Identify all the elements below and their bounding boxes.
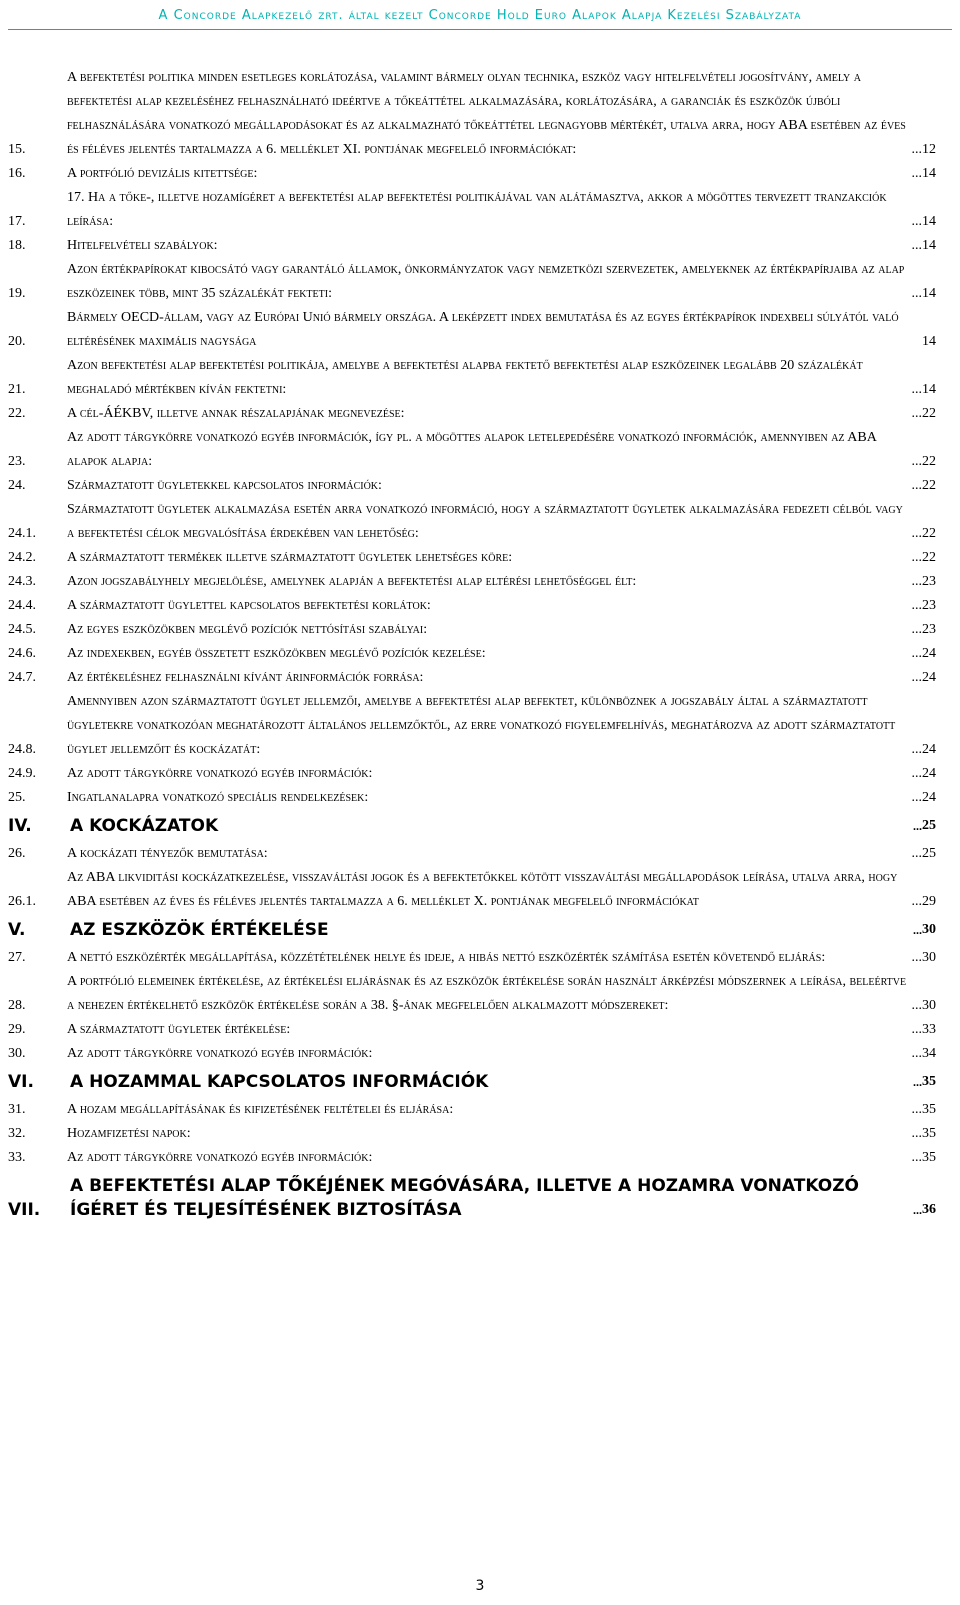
toc-chapter[interactable] (8, 1174, 936, 1222)
toc-number: 24.7. (8, 670, 36, 685)
toc-title: Az adott tárgykörre vonatkozó egyéb információk: (67, 1046, 373, 1061)
toc-leader-dots: ... (913, 923, 922, 937)
toc-entry[interactable] (8, 402, 936, 426)
toc-number: 22. (8, 406, 26, 421)
toc-page-number: 14 (922, 214, 936, 229)
toc-entry[interactable] (8, 666, 936, 690)
toc-page-number: 14 (922, 166, 936, 181)
toc-leader-dots: ... (911, 214, 922, 229)
toc-leader-dots: ... (911, 574, 922, 589)
toc-number: 21. (8, 382, 26, 397)
toc-leader-dots: ... (911, 382, 922, 397)
toc-leader-dots: ... (911, 790, 922, 805)
toc-leader-dots: ... (911, 454, 922, 469)
toc-entry[interactable] (8, 1122, 936, 1146)
toc-leader-dots: ... (911, 286, 922, 301)
toc-number: 20. (8, 334, 26, 349)
toc-entry[interactable] (8, 426, 936, 474)
toc-number: 26.1. (8, 894, 36, 909)
toc-leader-dots: ... (911, 406, 922, 421)
toc-page-number: 30 (922, 922, 936, 937)
toc-page-number: 25 (922, 846, 936, 861)
toc-page-number: 24 (922, 766, 936, 781)
toc-entry[interactable] (8, 594, 936, 618)
toc-number: 24.2. (8, 550, 36, 565)
toc-page-number: 23 (922, 622, 936, 637)
toc-entry[interactable] (8, 258, 936, 306)
toc-entry[interactable] (8, 1146, 936, 1170)
toc-page-number: 22 (922, 406, 936, 421)
toc-page-number: 35 (922, 1074, 936, 1089)
toc-leader-dots: ... (911, 1102, 922, 1117)
toc-chapter[interactable] (8, 918, 936, 942)
toc-page-number: 35 (922, 1126, 936, 1141)
toc-title: Azon jogszabályhely megjelölése, amelynek alapján a befektetési alap eltérési lehetőséggel élt: (67, 574, 637, 589)
toc-entry[interactable] (8, 1042, 936, 1066)
toc-title: A nettó eszközérték megállapítása, közzétételének helye és ideje, a hibás nettó eszközérték számítása esetén követendő eljárás: (67, 950, 826, 965)
toc-entry[interactable] (8, 970, 936, 1018)
toc-page-number: 23 (922, 574, 936, 589)
toc-entry[interactable] (8, 570, 936, 594)
toc-number: 16. (8, 166, 26, 181)
toc-page-number: 25 (922, 818, 936, 833)
toc-title: Az értékeléshez felhasználni kívánt árinformációk forrása: (67, 670, 424, 685)
toc-leader-dots: ... (911, 478, 922, 493)
toc-title: A kockázati tényezők bemutatása: (67, 846, 268, 861)
toc-entry[interactable] (8, 474, 936, 498)
toc-leader-dots: ... (911, 1150, 922, 1165)
toc-title: Hitelfelvételi szabályok: (67, 238, 218, 253)
toc-number: 28. (8, 998, 26, 1013)
toc-title: Amennyiben azon származtatott ügylet jellemzői, amelybe a befektetési alap befektet, különböznek a jogszabály által a származtatott ügyletekre vonatkozóan meghatározott általános jellemzőktől, az erre vonatkozó figyelemfelhívás, meghatározva az adott származtatott ügylet jellemzőit és kockázatát: (67, 694, 896, 757)
toc-entry[interactable] (8, 354, 936, 402)
toc-title: Bármely OECD-állam, vagy az Európai Unió bármely országa. A leképzett index bemutatása és az egyes értékpapírok indexbeli súlyától való eltérésének maximális nagysága (67, 310, 899, 349)
toc-number: V. (8, 920, 26, 940)
toc-entry[interactable] (8, 618, 936, 642)
toc-number: 24.9. (8, 766, 36, 781)
toc-leader-dots: ... (911, 998, 922, 1013)
toc-leader-dots: ... (913, 1075, 922, 1089)
toc-title: Az egyes eszközökben meglévő pozíciók nettósítási szabályai: (67, 622, 428, 637)
toc-title: 17. Ha a tőke-, illetve hozamígéret a befektetési alap befektetési politikájával van alátámasztva, akkor a mögöttes tervezett tranzakciók leírása: (67, 190, 887, 229)
toc-entry[interactable] (8, 866, 936, 914)
toc-title: A KOCKÁZATOK (70, 816, 219, 836)
toc-leader-dots: ... (911, 846, 922, 861)
toc-title: AZ ESZKÖZÖK ÉRTÉKELÉSE (70, 920, 329, 940)
toc-page-number: 34 (922, 1046, 936, 1061)
toc-title: Ingatlanalapra vonatkozó speciális rendelkezések: (67, 790, 369, 805)
toc-title: Azon értékpapírokat kibocsátó vagy garantáló államok, önkormányzatok vagy nemzetközi szervezetek, amelyeknek az értékpapírjaiba az alap eszközeinek több, mint 35 százalékát fekteti: (67, 262, 905, 301)
toc-title: Azon befektetési alap befektetési politikája, amelybe a befektetési alapba fektető befektetési alap eszközeinek legalább 20 százalékát meghaladó mértékben kíván fektetni: (67, 358, 863, 397)
toc-leader-dots: ... (911, 894, 922, 909)
toc-leader-dots: ... (911, 1022, 922, 1037)
toc-leader-dots: ... (913, 819, 922, 833)
header-rule (8, 29, 952, 30)
toc-number: 33. (8, 1150, 26, 1165)
toc-title: Hozamfizetési napok: (67, 1126, 191, 1141)
toc-page-number: 35 (922, 1150, 936, 1165)
toc-entry[interactable] (8, 1098, 936, 1122)
toc-chapter[interactable] (8, 814, 936, 838)
toc-leader-dots: ... (911, 766, 922, 781)
toc-number: 24.5. (8, 622, 36, 637)
toc-leader-dots: ... (911, 142, 922, 157)
toc-page-number: 23 (922, 598, 936, 613)
toc-entry[interactable] (8, 186, 936, 234)
toc-title: A portfólió devizális kitettsége: (67, 166, 258, 181)
toc-page-number: 24 (922, 670, 936, 685)
toc-entry[interactable] (8, 642, 936, 666)
toc-leader-dots: ... (911, 598, 922, 613)
toc-number: 17. (8, 214, 26, 229)
toc-title: A cél-ÁÉKBV, illetve annak részalapjának megnevezése: (67, 406, 405, 421)
toc-title: A portfólió elemeinek értékelése, az értékelési eljárásnak és az eszközök értékelése során használt árképzési módszernek a leírása, beleértve a nehezen értékelhető eszközök értékelése során a 38. §-ának megfelelően alkalmazott módszereket: (67, 974, 907, 1013)
toc-title: Az ABA likviditási kockázatkezelése, visszaváltási jogok és a befektetőkkel kötött visszaváltási megállapodások leírása, utalva arra, hogy ABA esetében az éves és féléves jelentés tartalmazza a 6. melléklet X. pontjának megfelelő információkat (67, 870, 898, 909)
toc-leader-dots: ... (911, 950, 922, 965)
toc-title: Az adott tárgykörre vonatkozó egyéb információk: (67, 766, 373, 781)
toc-leader-dots: ... (911, 550, 922, 565)
toc-entry[interactable] (8, 498, 936, 546)
toc-entry[interactable] (8, 1018, 936, 1042)
toc-title: Az indexekben, egyéb összetett eszközökben meglévő pozíciók kezelése: (67, 646, 486, 661)
toc-number: 19. (8, 286, 26, 301)
toc-entry[interactable] (8, 690, 936, 762)
toc-title: Az adott tárgykörre vonatkozó egyéb információk: (67, 1150, 373, 1165)
toc-title: Származtatott ügyletekkel kapcsolatos információk: (67, 478, 382, 493)
toc-page-number: 36 (922, 1202, 936, 1217)
toc-number: 30. (8, 1046, 26, 1061)
toc-number: VII. (8, 1200, 41, 1220)
toc-number: VI. (8, 1072, 34, 1092)
toc-page-number: 24 (922, 646, 936, 661)
toc-number: 24.6. (8, 646, 36, 661)
toc-number: 31. (8, 1102, 26, 1117)
toc-page-number: 14 (922, 286, 936, 301)
toc-number: 24. (8, 478, 26, 493)
toc-leader-dots: ... (911, 1126, 922, 1141)
toc-page-number: 24 (922, 790, 936, 805)
toc-page-number: 14 (922, 238, 936, 253)
toc-number: 24.3. (8, 574, 36, 589)
toc-leader-dots: ... (911, 1046, 922, 1061)
toc-page-number: 22 (922, 478, 936, 493)
running-header: A Concorde Alapkezelő zrt. által kezelt Concorde Hold Euro Alapok Alapja Kezelési Szabályzata (158, 8, 802, 23)
toc-number: 32. (8, 1126, 26, 1141)
toc-title: Származtatott ügyletek alkalmazása esetén arra vonatkozó információ, hogy a származtatott ügyletek alkalmazására fedezeti célból vagy a befektetési célok megvalósítása érdekében van lehetőség: (67, 502, 903, 541)
toc-entry[interactable] (8, 786, 936, 810)
toc-entry[interactable] (8, 162, 936, 186)
toc-page-number: 14 (922, 382, 936, 397)
toc-page-number: 14 (922, 334, 936, 349)
toc-page-number: 24 (922, 742, 936, 757)
toc-title: A hozam megállapításának és kifizetésének feltételei és eljárása: (67, 1102, 454, 1117)
toc-entry[interactable] (8, 946, 936, 970)
toc-title: A HOZAMMAL KAPCSOLATOS INFORMÁCIÓK (70, 1072, 489, 1092)
toc-entry[interactable] (8, 842, 936, 866)
toc-leader-dots: ... (913, 1203, 922, 1217)
toc-leader-dots: ... (911, 742, 922, 757)
toc-page-number: 33 (922, 1022, 936, 1037)
toc-title: A származtatott ügylettel kapcsolatos befektetési korlátok: (67, 598, 431, 613)
toc-number: IV. (8, 816, 32, 836)
toc-number: 24.4. (8, 598, 36, 613)
toc-page-number: 29 (922, 894, 936, 909)
toc-leader-dots: ... (911, 238, 922, 253)
toc-entry[interactable] (8, 306, 936, 354)
toc-title: A származtatott termékek illetve származtatott ügyletek lehetséges köre: (67, 550, 513, 565)
toc-title: Az adott tárgykörre vonatkozó egyéb információk, így pl. a mögöttes alapok letelepedésére vonatkozó információk, amennyiben az ABA alapok alapja: (67, 430, 877, 469)
toc-number: 27. (8, 950, 26, 965)
table-of-contents (8, 66, 936, 1226)
toc-page-number: 22 (922, 454, 936, 469)
toc-number: 24.1. (8, 526, 36, 541)
toc-number: 25. (8, 790, 26, 805)
toc-page-number: 22 (922, 526, 936, 541)
toc-leader-dots: ... (911, 166, 922, 181)
toc-title: A származtatott ügyletek értékelése: (67, 1022, 291, 1037)
toc-entry[interactable] (8, 66, 936, 162)
toc-leader-dots: ... (911, 670, 922, 685)
toc-page-number: 35 (922, 1102, 936, 1117)
toc-number: 15. (8, 142, 26, 157)
page-number: 3 (475, 1578, 485, 1594)
toc-number: 23. (8, 454, 26, 469)
toc-leader-dots: ... (911, 526, 922, 541)
toc-number: 18. (8, 238, 26, 253)
toc-chapter[interactable] (8, 1070, 936, 1094)
toc-page-number: 22 (922, 550, 936, 565)
toc-number: 24.8. (8, 742, 36, 757)
toc-title: A BEFEKTETÉSI ALAP TŐKÉJÉNEK MEGÓVÁSÁRA, ILLETVE A HOZAMRA VONATKOZÓ ÍGÉRET ÉS TELJESÍTÉSÉNEK BIZTOSÍTÁSA (70, 1176, 859, 1220)
toc-entry[interactable] (8, 234, 936, 258)
toc-page-number: 12 (922, 142, 936, 157)
toc-leader-dots: ... (911, 646, 922, 661)
toc-page-number: 30 (922, 950, 936, 965)
toc-entry[interactable] (8, 546, 936, 570)
toc-leader-dots: ... (911, 622, 922, 637)
toc-entry[interactable] (8, 762, 936, 786)
toc-number: 29. (8, 1022, 26, 1037)
toc-page-number: 30 (922, 998, 936, 1013)
toc-number: 26. (8, 846, 26, 861)
toc-title: A befektetési politika minden esetleges korlátozása, valamint bármely olyan technika, eszköz vagy hitelfelvételi jogosítvány, amely a befektetési alap kezeléséhez felhasználható ideértve a tőkeáttétel alkalmazására, korlátozására, a garanciák és eszközök újbóli felhasználására vonatkozó megállapodásokat és az alkalmazható tőkeáttétel legnagyobb mértékét, utalva arra, hogy ABA esetében az éves és féléves jelentés tartalmazza a 6. melléklet XI. pontjának megfelelő információkat: (67, 70, 906, 157)
